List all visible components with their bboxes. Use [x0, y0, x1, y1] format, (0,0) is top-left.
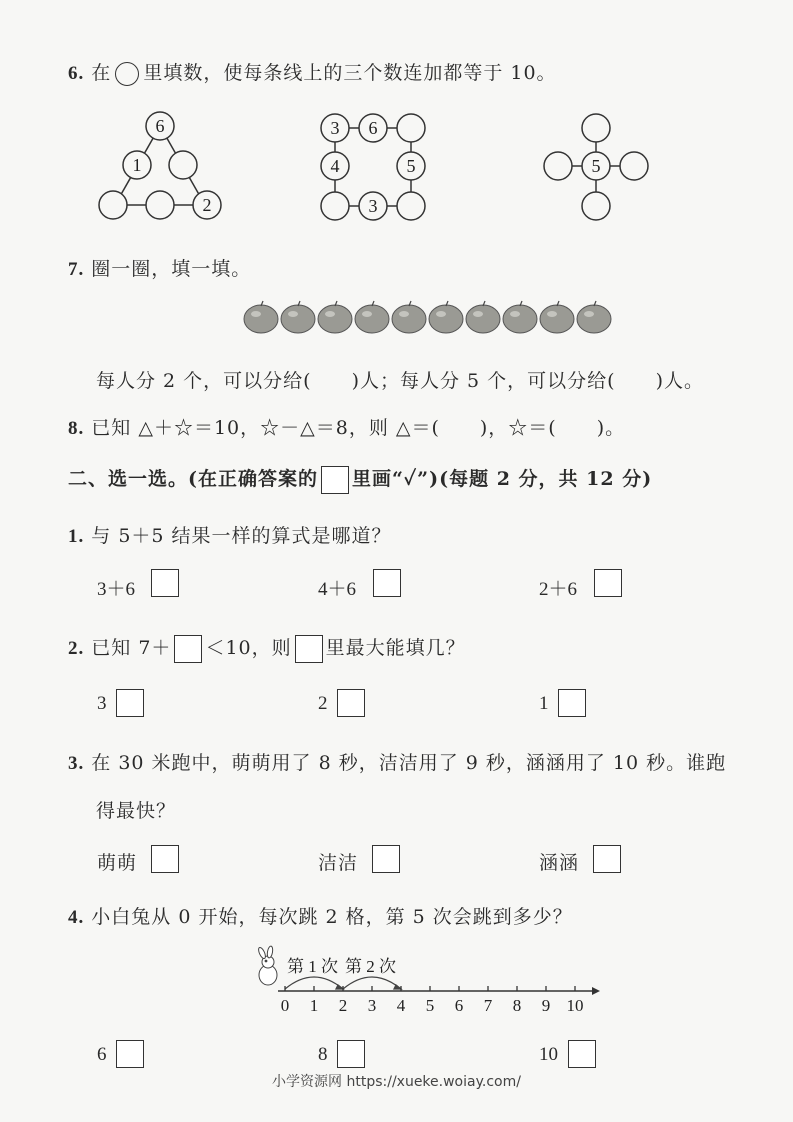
s1-option-a-checkbox[interactable]: [151, 569, 179, 597]
s2-inline-box-1: [174, 635, 202, 663]
square-top-mid-value: 6: [368, 118, 378, 138]
jump-1-label: 第 1 次: [287, 957, 338, 976]
s3-line2: 得最快？: [96, 800, 177, 822]
number-line-tick-label: 1: [309, 996, 319, 1015]
s4-option-b-checkbox[interactable]: [337, 1040, 365, 1068]
s4-option-c-checkbox[interactable]: [568, 1040, 596, 1068]
s1-text: 与 5＋5 结果一样的算式是哪道？: [91, 525, 392, 547]
section2-header: [68, 464, 652, 494]
footer-watermark: 小学资源网 https://xueke.woiay.com/: [272, 1074, 521, 1090]
number-line-tick-label: 9: [541, 996, 551, 1015]
triangle-bottom-left-circle[interactable]: [99, 191, 127, 219]
jump-2-label: 第 2 次: [345, 957, 396, 976]
number-line-arrow-icon: [592, 987, 600, 995]
q6-cross-figure: [538, 112, 656, 224]
square-bottom-left-circle[interactable]: [321, 192, 349, 220]
s4-prompt: [68, 902, 573, 929]
number-line-tick-label: 6: [454, 996, 464, 1015]
cross-top-circle[interactable]: [582, 114, 610, 142]
s4-number: 4.: [68, 907, 85, 928]
square-bottom-right-circle[interactable]: [397, 192, 425, 220]
q6-text-after: 里填数，使每条线上的三个数连加都等于 10。: [143, 62, 557, 84]
s3-option-c-checkbox[interactable]: [593, 845, 621, 873]
fruit-icon[interactable]: [392, 301, 426, 333]
s1-option-b-checkbox[interactable]: [373, 569, 401, 597]
s3-number: 3.: [68, 753, 85, 774]
s2-inline-box-2: [295, 635, 323, 663]
q6-number: 6.: [68, 63, 85, 84]
q6-triangle-figure: [92, 108, 232, 228]
fruit-icon[interactable]: [429, 301, 463, 333]
section2-text-before: 二、选一选。(在正确答案的: [68, 468, 318, 490]
cross-left-circle[interactable]: [544, 152, 572, 180]
q7-fill-line: 每人分 2 个，可以分给( )人；每人分 5 个，可以分给( )人。: [96, 370, 704, 392]
s2-option-a-label: 3: [97, 693, 107, 714]
triangle-bottom-mid-circle[interactable]: [146, 191, 174, 219]
s3-line1: 在 30 米跑中，萌萌用了 8 秒，洁洁用了 9 秒，涵涵用了 10 秒。谁跑: [91, 752, 727, 774]
s3-option-c-label: 涵涵: [539, 852, 580, 874]
triangle-right-mid-circle[interactable]: [169, 151, 197, 179]
s3-option-a-checkbox[interactable]: [151, 845, 179, 873]
triangle-top-value: 6: [155, 116, 165, 136]
s4-option-a-label: 6: [97, 1044, 107, 1065]
s2-option-c-label: 1: [539, 693, 549, 714]
s2-text-a: 已知 7＋: [91, 637, 172, 659]
s3-option-b-label: 洁洁: [318, 852, 359, 874]
number-line-tick-label: 8: [512, 996, 522, 1015]
fruit-icon[interactable]: [355, 301, 389, 333]
cross-right-circle[interactable]: [620, 152, 648, 180]
cross-center-value: 5: [591, 156, 601, 176]
q8-text: 已知 △＋☆＝10，☆－△＝8，则 △＝( )，☆＝( )。: [91, 417, 626, 439]
s2-option-a-checkbox[interactable]: [116, 689, 144, 717]
square-bottom-mid-value: 3: [368, 196, 378, 216]
square-top-left-value: 3: [330, 118, 340, 138]
square-left-mid-value: 4: [330, 156, 340, 176]
fruit-icon[interactable]: [540, 301, 574, 333]
number-line-tick-label: 7: [483, 996, 493, 1015]
q6-prompt: [68, 58, 557, 86]
s4-option-b-label: 8: [318, 1044, 328, 1065]
q6-text-before: 在: [91, 62, 112, 84]
s1-option-c-checkbox[interactable]: [594, 569, 622, 597]
s2-number: 2.: [68, 638, 85, 659]
s2-text-c: 里最大能填几？: [325, 637, 466, 659]
fruit-icon[interactable]: [577, 301, 611, 333]
fruit-icon[interactable]: [318, 301, 352, 333]
triangle-left-mid-value: 1: [132, 155, 142, 175]
section2-box-icon: [321, 466, 349, 494]
q7-prompt: [68, 254, 251, 281]
number-line-tick-label: 10: [566, 996, 584, 1015]
square-right-mid-value: 5: [406, 156, 416, 176]
q7-number: 7.: [68, 259, 85, 280]
rabbit-icon: [257, 946, 277, 985]
square-top-right-circle[interactable]: [397, 114, 425, 142]
s4-number-line-figure: [250, 945, 605, 1015]
s3-prompt: [68, 748, 726, 775]
number-line-tick-label: 2: [338, 996, 348, 1015]
s4-text: 小白兔从 0 开始，每次跳 2 格，第 5 次会跳到多少？: [91, 906, 573, 928]
s2-option-b-checkbox[interactable]: [337, 689, 365, 717]
s2-text-b: ＜10，则: [205, 637, 292, 659]
s1-option-a-label: 3＋6: [97, 579, 136, 600]
s2-prompt: [68, 633, 466, 663]
s1-number: 1.: [68, 526, 85, 547]
number-line-tick-label: 3: [367, 996, 377, 1015]
number-line-tick-label: 4: [396, 996, 406, 1015]
q6-square-figure: [315, 110, 435, 225]
fruit-icon[interactable]: [244, 301, 278, 333]
number-line-tick-label: 5: [425, 996, 435, 1015]
s2-option-c-checkbox[interactable]: [558, 689, 586, 717]
s2-option-b-label: 2: [318, 693, 328, 714]
fruit-icon[interactable]: [281, 301, 315, 333]
q7-fruit-row: [242, 296, 617, 336]
q7-text: 圈一圈，填一填。: [91, 258, 252, 280]
s1-option-c-label: 2＋6: [539, 579, 578, 600]
cross-bottom-circle[interactable]: [582, 192, 610, 220]
section2-text-after: 里画“✓”)(每题 2 分，共 12 分): [352, 468, 653, 490]
q8-prompt: [68, 413, 625, 440]
s3-option-b-checkbox[interactable]: [372, 845, 400, 873]
number-line-tick-label: 0: [280, 996, 290, 1015]
s1-option-b-label: 4＋6: [318, 579, 357, 600]
triangle-bottom-right-value: 2: [202, 195, 212, 215]
s4-option-a-checkbox[interactable]: [116, 1040, 144, 1068]
fruit-icon[interactable]: [466, 301, 500, 333]
s1-prompt: [68, 521, 392, 548]
s4-option-c-label: 10: [539, 1044, 558, 1065]
fruit-icon[interactable]: [503, 301, 537, 333]
s3-option-a-label: 萌萌: [97, 852, 138, 874]
q6-circle-icon: [115, 62, 139, 86]
q8-number: 8.: [68, 418, 85, 439]
